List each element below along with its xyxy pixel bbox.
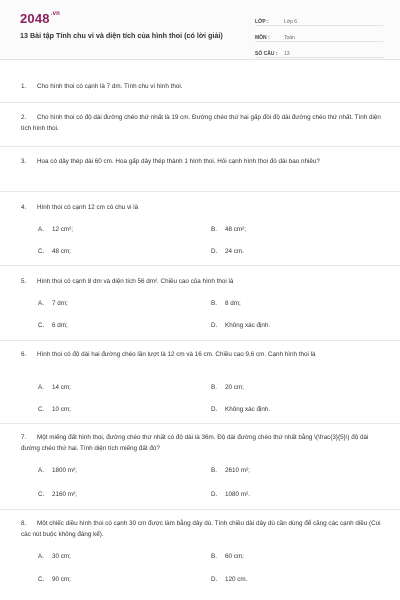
option-letter: C. [38, 322, 45, 329]
question-1 [21, 81, 386, 92]
option-a[interactable] [38, 300, 68, 307]
option-text: 60 cm; [225, 553, 244, 560]
option-letter: B. [211, 384, 217, 391]
question-text: Một chiếc diều hình thoi có cạnh 30 cm được làm bằng dây dù. Tính chiều dài dây dù cần dùng để căng các cạnh diều (Coi các nút buộc không đáng kể). [21, 520, 381, 538]
option-letter: C. [38, 491, 45, 498]
option-d[interactable] [211, 406, 270, 413]
question-3 [21, 156, 386, 167]
question-2 [21, 112, 386, 134]
question-5 [21, 276, 386, 287]
option-text: 12 cm²; [52, 226, 73, 233]
option-letter: C. [38, 576, 45, 583]
meta-info [255, 14, 383, 62]
option-d[interactable] [211, 322, 270, 329]
divider [0, 102, 400, 103]
question-text: Cho hình thoi có cạnh là 7 dm. Tính chu vi hình thoi. [37, 83, 183, 90]
meta-value: 13 [284, 51, 290, 57]
page-header [0, 0, 400, 60]
question-text: Hình thoi có cạnh 8 dm và diện tích 56 dm². Chiều cao của hình thoi là [37, 278, 234, 285]
divider [0, 509, 400, 510]
question-number: 1. [21, 83, 27, 90]
option-b[interactable] [211, 300, 241, 307]
divider [0, 265, 400, 266]
meta-row-count [255, 46, 383, 58]
option-letter: C. [38, 248, 45, 255]
question-text: Hoa có dây thép dài 60 cm. Hoa gấp dây thép thành 1 hình thoi. Hỏi cạnh hình thoi đó dài bao nhiêu? [37, 158, 320, 165]
option-d[interactable] [211, 248, 244, 255]
meta-row-grade [255, 14, 383, 26]
logo-suffix: .vn [50, 11, 61, 17]
option-letter: D. [211, 248, 218, 255]
option-text: Không xác định. [225, 322, 271, 329]
question-8 [21, 518, 386, 540]
option-letter: D. [211, 406, 218, 413]
question-number: 7. [21, 434, 27, 441]
divider [0, 340, 400, 341]
option-text: 120 cm. [225, 576, 248, 583]
question-number: 3. [21, 158, 27, 165]
option-letter: D. [211, 322, 218, 329]
meta-value: Lớp 6 [284, 19, 298, 25]
divider [0, 146, 400, 147]
meta-label: MÔN : [255, 35, 270, 41]
option-letter: D. [211, 576, 218, 583]
option-letter: D. [211, 491, 218, 498]
question-text: Hình thoi có cạnh 12 cm có chu vi là [37, 204, 139, 211]
option-b[interactable] [211, 226, 246, 233]
option-text: 14 cm; [52, 384, 71, 391]
logo-text: 2048 [20, 11, 50, 26]
option-a[interactable] [38, 467, 77, 474]
question-number: 8. [21, 520, 27, 527]
question-number: 6. [21, 351, 27, 358]
question-text: Một miếng đất hình thoi, đường chéo thứ nhất có độ dài là 36m. Độ dài đường chéo thứ nhất bằng \(\frac{3}{5}\) độ dài đường chéo thứ hai. Tính diện tích miếng đất đó? [21, 434, 369, 452]
meta-label: LỚP : [255, 19, 269, 25]
option-letter: A. [38, 467, 44, 474]
option-letter: B. [211, 553, 217, 560]
option-text: 7 dm; [52, 300, 68, 307]
question-number: 5. [21, 278, 27, 285]
question-text: Cho hình thoi có độ dài đường chéo thứ nhất là 19 cm. Đường chéo thứ hai gấp đôi độ dài đường chéo thứ nhất. Tính diện tích hình thoi. [21, 114, 381, 132]
option-text: 1080 m². [225, 491, 250, 498]
option-letter: B. [211, 226, 217, 233]
option-text: 48 cm; [52, 248, 71, 255]
meta-row-subject [255, 30, 383, 42]
option-letter: B. [211, 300, 217, 307]
divider [0, 191, 400, 192]
option-c[interactable] [38, 576, 71, 583]
option-letter: A. [38, 384, 44, 391]
option-text: 6 dm; [52, 322, 68, 329]
option-text: 90 cm; [52, 576, 71, 583]
site-logo[interactable] [20, 11, 60, 26]
option-c[interactable] [38, 491, 77, 498]
option-d[interactable] [211, 576, 247, 583]
option-a[interactable] [38, 226, 73, 233]
option-text: 20 cm; [225, 384, 244, 391]
option-text: 30 cm; [52, 553, 71, 560]
option-b[interactable] [211, 467, 250, 474]
option-text: 24 cm. [225, 248, 244, 255]
option-b[interactable] [211, 384, 244, 391]
meta-value: Toán [284, 35, 295, 41]
option-text: 2160 m²; [52, 491, 77, 498]
option-text: 2610 m²; [225, 467, 250, 474]
meta-label: SỐ CÂU : [255, 51, 278, 57]
question-number: 2. [21, 114, 27, 121]
question-number: 4. [21, 204, 27, 211]
page-title: 13 Bài tập Tính chu vi và diện tích của hình thoi (có lời giải) [20, 31, 223, 40]
option-text: Không xác định. [225, 406, 271, 413]
option-text: 8 dm; [225, 300, 241, 307]
option-a[interactable] [38, 384, 71, 391]
question-text: Hình thoi có độ dài hai đường chéo lần lượt là 12 cm và 16 cm. Chiều cao 9,6 cm. Cạnh hình thoi là [37, 351, 316, 358]
option-text: 1800 m²; [52, 467, 77, 474]
option-letter: A. [38, 300, 44, 307]
option-letter: B. [211, 467, 217, 474]
option-text: 48 cm²; [225, 226, 246, 233]
option-letter: A. [38, 553, 44, 560]
option-d[interactable] [211, 491, 250, 498]
option-c[interactable] [38, 248, 71, 255]
option-b[interactable] [211, 553, 244, 560]
question-4 [21, 202, 386, 213]
option-c[interactable] [38, 406, 71, 413]
option-c[interactable] [38, 322, 68, 329]
option-letter: C. [38, 406, 45, 413]
question-6 [21, 349, 386, 360]
question-7 [21, 432, 386, 454]
option-letter: A. [38, 226, 44, 233]
option-a[interactable] [38, 553, 71, 560]
option-text: 10 cm; [52, 406, 71, 413]
divider [0, 423, 400, 424]
